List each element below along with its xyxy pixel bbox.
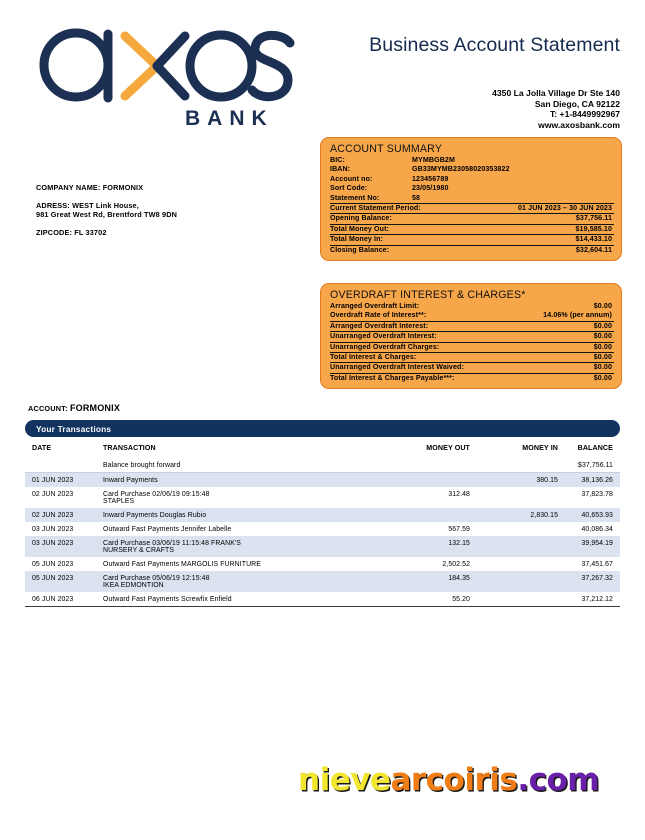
cell-description: [103, 540, 375, 554]
cell-description: [103, 575, 375, 589]
overdraft-arranged-limit-label: Arranged Overdraft Limit:: [330, 302, 420, 310]
overdraft-arranged-interest-label: Arranged Overdraft Interest:: [330, 321, 429, 330]
summary-field-bic: [330, 156, 614, 165]
summary-field-statement-no-value: 58: [412, 193, 421, 202]
overdraft-interest-waived: [330, 362, 614, 372]
cell-date: 02 JUN 2023: [32, 511, 74, 519]
summary-opening-balance-value: $37,756.11: [575, 214, 612, 223]
cell-balance: 40,653.93: [581, 511, 613, 519]
summary-statement-period-value: 01 JUN 2023 – 30 JUN 2023: [518, 204, 612, 213]
table-row[interactable]: [25, 571, 620, 592]
bank-address-line-1: 4350 La Jolla Village Dr Ste 140: [492, 88, 620, 98]
company-address-group: [36, 201, 177, 220]
cell-balance: $37,756.11: [578, 461, 613, 469]
cell-date: 06 JUN 2023: [32, 595, 74, 603]
document-header: [0, 0, 645, 135]
cell-money-in: 380.15: [536, 476, 558, 484]
overdraft-total-interest-charges-label: Total Interest & Charges:: [330, 353, 417, 362]
summary-field-sort-code: [330, 184, 614, 193]
watermark-part-1: nieve: [298, 762, 391, 798]
summary-field-iban: [330, 165, 614, 174]
bank-website: www.axosbank.com: [538, 119, 620, 130]
summary-total-money-out-value: $19,585.10: [575, 224, 612, 233]
cell-balance: 39,954.19: [581, 539, 613, 547]
watermark-part-3: .com: [517, 762, 600, 798]
cell-balance: 37,451.67: [581, 560, 613, 568]
cell-description-line-1: Card Purchase 05/06/19 12:15:48: [103, 574, 210, 582]
summary-total-money-out-label: Total Money Out:: [330, 224, 390, 233]
company-zipcode-group: [36, 228, 177, 238]
summary-total-money-out: [330, 224, 614, 234]
company-name: COMPANY NAME: FORMONIX: [36, 183, 144, 192]
cell-balance: 37,267.32: [581, 574, 613, 582]
column-header-money-out: MONEY OUT: [426, 444, 470, 452]
column-header-date: DATE: [32, 444, 52, 452]
summary-closing-balance: [330, 245, 614, 255]
cell-description: [103, 462, 375, 469]
cell-description: [103, 561, 375, 568]
cell-description-line-1: Outward Fast Payments Screwfix Enfield: [103, 595, 232, 603]
summary-field-statement-no-label: Statement No:: [330, 193, 380, 202]
summary-field-iban-label: IBAN:: [330, 165, 351, 174]
overdraft-arranged-limit-value: $0.00: [593, 302, 612, 310]
account-name-heading: [28, 403, 120, 413]
cell-date: 05 JUN 2023: [32, 560, 74, 568]
overdraft-rate-of-interest: [330, 311, 614, 320]
cell-description: [103, 491, 375, 505]
overdraft-total-payable-value: $0.00: [593, 373, 612, 382]
cell-balance: 40,086.34: [581, 525, 613, 533]
table-row[interactable]: [25, 487, 620, 508]
cell-description-line-2: STAPLES: [103, 497, 135, 505]
overdraft-rate-of-interest-label: Overdraft Rate of Interest**:: [330, 311, 427, 320]
transactions-table: [25, 443, 620, 607]
column-header-money-in: MONEY IN: [522, 444, 558, 452]
overdraft-unarranged-charges-value: $0.00: [593, 342, 612, 351]
overdraft-title: OVERDRAFT INTEREST & CHARGES*: [330, 289, 526, 301]
page-title: Business Account Statement: [369, 34, 620, 56]
overdraft-arranged-limit: [330, 302, 614, 311]
transactions-banner: [25, 420, 620, 437]
transactions-banner-label: Your Transactions: [36, 423, 112, 434]
overdraft-arranged-interest: [330, 321, 614, 331]
cell-balance: 38,136.26: [581, 476, 613, 484]
overdraft-total-interest-charges-value: $0.00: [593, 353, 612, 362]
cell-description-line-1: Inward Payments: [103, 476, 158, 484]
account-summary-panel: [320, 137, 622, 261]
logo-mark-icon: [33, 22, 298, 130]
overdraft-interest-waived-label: Unarranged Overdraft Interest Waived:: [330, 363, 464, 372]
summary-opening-balance-label: Opening Balance:: [330, 214, 392, 223]
table-row[interactable]: [25, 473, 620, 487]
cell-money-out: 312.48: [448, 490, 470, 498]
overdraft-unarranged-interest: [330, 331, 614, 341]
summary-field-account-no: [330, 175, 614, 184]
cell-money-out: 567.59: [448, 525, 470, 533]
cell-description-line-2: NURSERY & CRAFTS: [103, 546, 175, 554]
summary-field-account-no-value: 123456789: [412, 174, 449, 183]
cell-description-line-1: Card Purchase 03/06/19 11:15:48 FRANK'S: [103, 539, 242, 547]
cell-date: 02 JUN 2023: [32, 490, 74, 498]
overdraft-unarranged-interest-label: Unarranged Overdraft Interest:: [330, 332, 437, 341]
cell-description-line-1: Outward Fast Payments MARGOLIS FURNITURE: [103, 560, 261, 568]
cell-description-line-1: Outward Fast Payments Jennifer Labelle: [103, 525, 232, 533]
cell-date: 01 JUN 2023: [32, 476, 74, 484]
cell-description-line-1: Balance brought forward: [103, 461, 181, 469]
cell-date: 03 JUN 2023: [32, 525, 74, 533]
summary-closing-balance-value: $32,604.11: [575, 245, 612, 254]
bank-address-line-2: San Diego, CA 92122: [534, 98, 620, 109]
cell-date: 03 JUN 2023: [32, 539, 74, 547]
cell-description-line-1: Card Purchase 02/06/19 09:15:48: [103, 490, 210, 498]
cell-description: [103, 477, 375, 484]
table-row[interactable]: [25, 508, 620, 522]
summary-field-sort-code-value: 23/05/1980: [412, 184, 449, 193]
cell-money-out: 184.35: [448, 574, 470, 582]
overdraft-rate-of-interest-value: 14.06% (per annum): [543, 311, 612, 320]
logo-bank-word: BANK: [185, 107, 274, 130]
footer-watermark: [298, 762, 599, 798]
cell-money-out: 132.15: [448, 539, 470, 547]
cell-description: [103, 526, 375, 533]
axos-bank-logo: [33, 22, 298, 130]
summary-total-money-in: [330, 234, 614, 244]
summary-opening-balance: [330, 213, 614, 223]
column-header-balance: BALANCE: [577, 444, 613, 452]
overdraft-total-interest-charges: [330, 352, 614, 362]
summary-total-money-in-label: Total Money In:: [330, 235, 383, 244]
company-zipcode: ZIPCODE: FL 33702: [36, 227, 107, 237]
overdraft-interest-waived-value: $0.00: [593, 363, 612, 372]
table-row[interactable]: [25, 557, 620, 571]
cell-description-line-2: IKEA EDMONTION: [103, 581, 164, 589]
table-row[interactable]: [25, 592, 620, 606]
table-closing-rule: [25, 606, 620, 607]
account-label-text: ACCOUNT:: [28, 404, 68, 413]
summary-field-statement-no: [330, 194, 614, 203]
overdraft-unarranged-charges-label: Unarranged Overdraft Charges:: [330, 342, 440, 351]
table-row[interactable]: [25, 536, 620, 557]
summary-total-money-in-value: $14,433.10: [575, 235, 612, 244]
table-row[interactable]: [25, 458, 620, 473]
company-address-line-1: ADRESS: WEST Link House,: [36, 200, 139, 210]
account-summary-title: ACCOUNT SUMMARY: [330, 143, 443, 155]
cell-money-out: 55.20: [452, 595, 470, 603]
cell-description-line-1: Inward Payments Douglas Rubio: [103, 511, 207, 519]
column-header-transaction: TRANSACTION: [103, 444, 156, 452]
cell-description: [103, 512, 375, 519]
overdraft-unarranged-charges: [330, 342, 614, 352]
summary-field-bic-label: BIC:: [330, 156, 345, 164]
overdraft-total-payable-label: Total Interest & Charges Payable***:: [330, 373, 455, 382]
table-row[interactable]: [25, 522, 620, 536]
summary-statement-period: [330, 203, 614, 213]
overdraft-arranged-interest-value: $0.00: [593, 321, 612, 330]
cell-balance: 37,823.78: [581, 490, 613, 498]
summary-field-account-no-label: Account no:: [330, 174, 373, 183]
overdraft-total-payable: [330, 373, 614, 383]
summary-field-bic-value: MYMBGB2M: [412, 156, 455, 164]
summary-closing-balance-label: Closing Balance:: [330, 245, 390, 254]
cell-money-out: 2,502.52: [442, 560, 470, 568]
overdraft-unarranged-interest-value: $0.00: [593, 332, 612, 341]
cell-money-in: 2,830.15: [530, 511, 558, 519]
summary-statement-period-label: Current Statement Period:: [330, 204, 421, 213]
cell-date: 05 JUN 2023: [32, 574, 74, 582]
company-name-group: [36, 183, 177, 193]
summary-field-sort-code-label: Sort Code:: [330, 184, 368, 193]
company-address-line-2: 981 Great West Rd, Brentford TW8 9DN: [36, 210, 178, 220]
customer-details-block: [36, 183, 177, 237]
bank-address-block: [492, 88, 620, 130]
cell-description: [103, 596, 375, 603]
cell-balance: 37,212.12: [581, 595, 613, 603]
summary-field-iban-value: GB33MYMB23058020353822: [412, 165, 510, 174]
overdraft-charges-panel: [320, 283, 622, 389]
account-holder-name: FORMONIX: [69, 403, 121, 413]
bank-phone: T: +1-8449992967: [550, 109, 620, 120]
watermark-part-2: arcoiris: [390, 762, 518, 798]
table-header-row: [25, 443, 620, 458]
